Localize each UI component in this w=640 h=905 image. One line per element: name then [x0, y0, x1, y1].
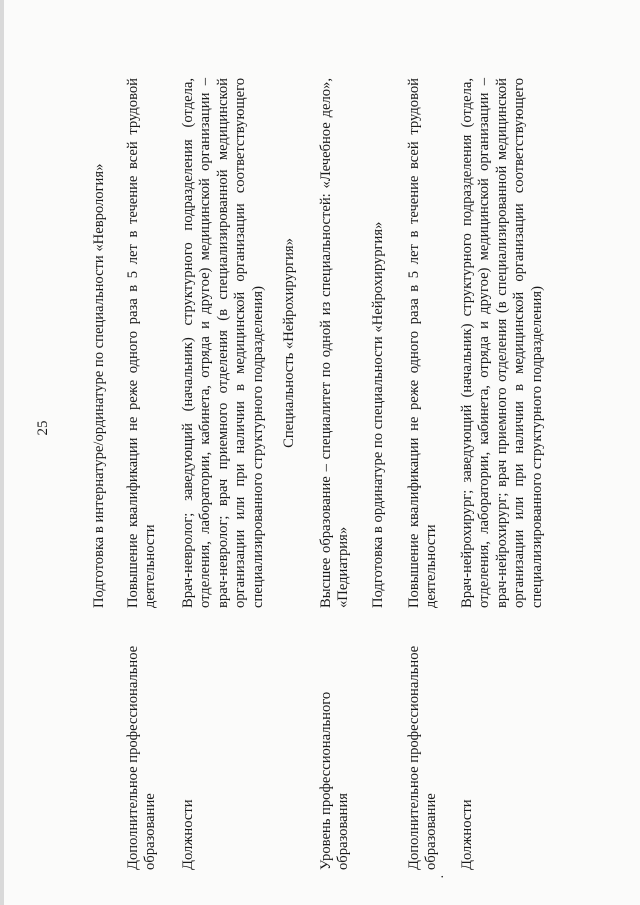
- row-value: Высшее образование – специалитет по одной из специальностей: «Лечебное дело», «Педиатрия»: [318, 78, 352, 608]
- scan-speck: ·: [436, 874, 451, 879]
- section-heading: Специальность «Нейрохирургия»: [281, 238, 297, 448]
- row-label: Должности: [459, 799, 475, 870]
- scan-edge: [0, 0, 4, 905]
- row-value: Повышение квалификации не реже одного раза в 5 лет в течение всей трудовой деятельности: [406, 78, 440, 608]
- row-value: Врач-невролог; заведующий (начальник) структурного подразделения (отдела, отделения, лаборатории, кабинета, отряда и другое) медицинской организации – врач-невролог; врач приемного отделения (в специализированной медицинской организации или при наличии в медицинской организации соответствующего специализированного структурного подразделения): [180, 78, 266, 608]
- row-label: Должности: [180, 799, 196, 870]
- row-value: Подготовка в интернатуре/ординатуре по специальности «Неврология»: [91, 163, 107, 608]
- row-value: Врач-нейрохирург; заведующий (начальник) структурного подразделения (отдела, отделения, лаборатории, кабинета, отряда и другое) медицинской организации –врач-нейрохирург; врач приемного отделения (в специализированной медицинской организации или при наличии в медицинской организации соответствующего специализированного структурного подразделения): [459, 78, 545, 608]
- row-label: Дополнительное профессиональное образование: [125, 645, 159, 870]
- row-label: Дополнительное профессиональное образование: [406, 645, 440, 870]
- page-number: 25: [35, 420, 51, 436]
- row-label: Уровень профессионального образования: [318, 691, 352, 870]
- rotated-content: [35, 70, 551, 879]
- row-value: Подготовка в ординатуре по специальности «Нейрохирургия»: [370, 221, 386, 608]
- row-value: Повышение квалификации не реже одного раза в 5 лет в течение всей трудовой деятельности: [125, 78, 159, 608]
